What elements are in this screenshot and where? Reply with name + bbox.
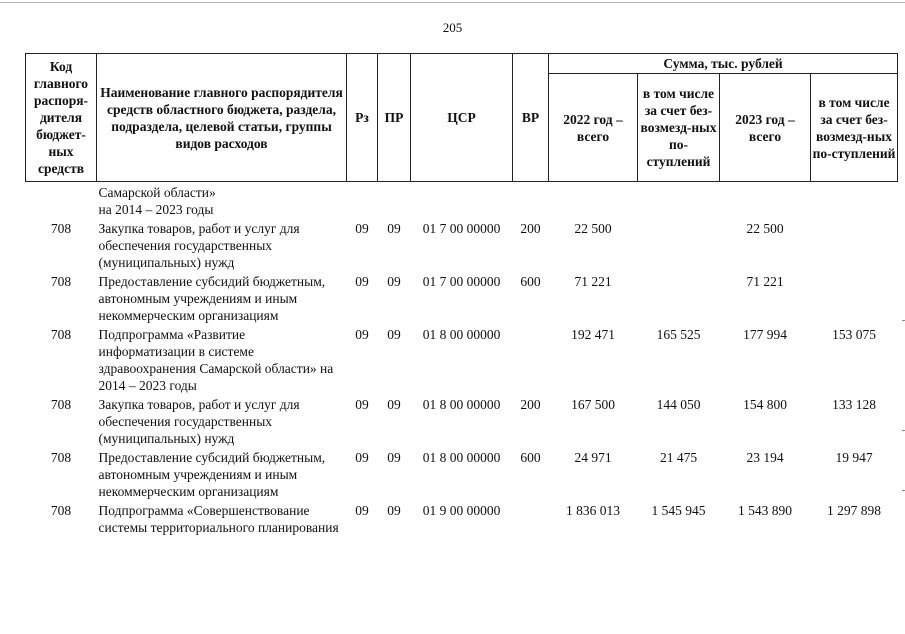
cell-csr: 01 8 00 00000 (422, 397, 501, 412)
header-sum-group: Сумма, тыс. рублей (549, 54, 898, 74)
cell-s2023: 23 194 (746, 450, 784, 465)
cell-s2022: 1 836 013 (566, 503, 620, 518)
cell-code: 708 (50, 327, 72, 342)
budget-table (25, 53, 898, 536)
cell-f2022 (638, 182, 720, 219)
cell-f2022: 144 050 (656, 397, 701, 412)
cell-name: Закупка товаров, работ и услуг для обеспечения государственных (муниципальных) нужд (98, 221, 300, 270)
header-2022-free: в том числе за счет без-возмезд-ных по-ступлений (638, 74, 720, 182)
cell-f2022 (638, 271, 720, 324)
header-2023-free: в том числе за счет без-возмезд-ных по-ступлений (811, 74, 898, 182)
cell-code: 708 (50, 274, 72, 289)
header-2022-total: 2022 год – всего (549, 74, 638, 182)
cell-s2023 (720, 182, 811, 219)
cell-code: 708 (50, 221, 72, 236)
cell-s2023: 154 800 (743, 397, 787, 412)
table-body (26, 182, 898, 537)
table-row (26, 324, 898, 394)
cell-pr: 09 (387, 221, 401, 236)
table-row (26, 271, 898, 324)
table-row (26, 394, 898, 447)
cell-f2023: 133 128 (832, 397, 876, 412)
cell-f2023 (811, 271, 898, 324)
top-rule (0, 2, 905, 3)
cell-rz (347, 182, 378, 219)
cell-pr: 09 (387, 274, 401, 289)
cell-pr (378, 182, 411, 219)
cell-s2023: 22 500 (746, 221, 784, 236)
cell-name: Подпрограмма «Совершенствование системы территориального планирования (98, 503, 339, 535)
cell-rz: 09 (355, 450, 369, 465)
cell-name: Предоставление субсидий бюджетным, автономным учреждениям и иным некоммерческим организациям (98, 450, 326, 499)
cell-code (26, 182, 97, 219)
header-code: Код главного распоря-дителя бюджет-ных средств (26, 54, 97, 182)
cell-s2022: 192 471 (571, 327, 615, 342)
cell-vr (513, 500, 549, 536)
page-number: 205 (442, 20, 463, 35)
cell-csr: 01 8 00 00000 (422, 450, 501, 465)
cell-f2023: 153 075 (832, 327, 876, 342)
cell-code: 708 (50, 450, 72, 465)
cell-f2023 (811, 182, 898, 219)
cell-rz: 09 (355, 221, 369, 236)
cell-vr: 600 (520, 274, 541, 289)
cell-s2022: 24 971 (574, 450, 612, 465)
table-row (26, 447, 898, 500)
cell-code: 708 (50, 397, 72, 412)
cell-vr: 200 (520, 397, 541, 412)
cell-s2022: 22 500 (574, 221, 612, 236)
cell-csr (411, 182, 513, 219)
cell-name: Предоставление субсидий бюджетным, автономным учреждениям и иным некоммерческим организациям (98, 274, 326, 323)
cell-s2023: 1 543 890 (738, 503, 792, 518)
cell-s2023: 177 994 (743, 327, 787, 342)
cell-csr: 01 7 00 00000 (422, 274, 501, 289)
cell-f2022: 165 525 (656, 327, 701, 342)
cell-rz: 09 (355, 503, 369, 518)
table-row (26, 218, 898, 271)
cell-rz: 09 (355, 327, 369, 342)
cell-f2022: 21 475 (659, 450, 698, 465)
cell-pr: 09 (387, 327, 401, 342)
cell-vr: 200 (520, 221, 541, 236)
cell-vr: 600 (520, 450, 541, 465)
cell-csr: 01 9 00 00000 (422, 503, 501, 518)
table-row (26, 182, 898, 219)
cell-s2022: 167 500 (571, 397, 615, 412)
cell-s2022 (549, 182, 638, 219)
cell-s2022: 71 221 (574, 274, 612, 289)
cell-f2022: 1 545 945 (651, 503, 706, 518)
header-2023-total: 2023 год – всего (720, 74, 811, 182)
cell-vr (513, 182, 549, 219)
cell-name: Подпрограмма «Развитие информатизации в системе здравоохранения Самарской области» на 2014 – 2023 годы (98, 327, 334, 393)
header-name: Наименование главного распорядителя средств областного бюджета, раздела, подраздела, целевой статьи, группы видов расходов (97, 54, 347, 182)
cell-pr: 09 (387, 397, 401, 412)
cell-f2023 (811, 218, 898, 271)
cell-name: Самарской области» на 2014 – 2023 годы (98, 185, 216, 217)
cell-name: Закупка товаров, работ и услуг для обеспечения государственных (муниципальных) нужд (98, 397, 300, 446)
cell-csr: 01 7 00 00000 (422, 221, 501, 236)
cell-pr: 09 (387, 450, 401, 465)
cell-rz: 09 (355, 397, 369, 412)
cell-vr (513, 324, 549, 394)
table-row (26, 500, 898, 536)
cell-csr: 01 8 00 00000 (422, 327, 501, 342)
cell-pr: 09 (387, 503, 401, 518)
cell-f2023: 19 947 (835, 450, 873, 465)
cell-f2023: 1 297 898 (827, 503, 882, 518)
header-rz: Рз (347, 54, 378, 182)
header-pr: ПР (378, 54, 411, 182)
cell-f2022 (638, 218, 720, 271)
header-vr: ВР (513, 54, 549, 182)
cell-code: 708 (50, 503, 72, 518)
cell-s2023: 71 221 (746, 274, 784, 289)
cell-rz: 09 (355, 274, 369, 289)
header-csr: ЦСР (411, 54, 513, 182)
